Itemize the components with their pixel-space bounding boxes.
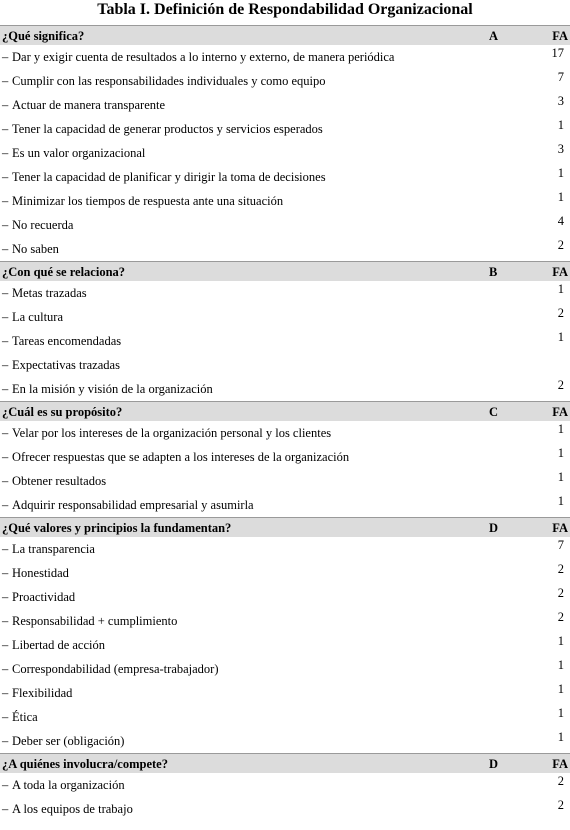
row-fa-value: 1 bbox=[557, 682, 564, 696]
row-text: A los equipos de trabajo bbox=[12, 802, 133, 816]
row-fa-value: 1 bbox=[557, 658, 564, 672]
table-row bbox=[0, 189, 570, 213]
row-fa-value: 1 bbox=[557, 446, 564, 460]
row-fa-value: 1 bbox=[557, 118, 564, 132]
dash-bullet-icon: – bbox=[2, 358, 9, 372]
dash-bullet-icon: – bbox=[2, 334, 9, 348]
section-fa-label: FA bbox=[552, 405, 568, 419]
dash-bullet-icon: – bbox=[2, 122, 9, 136]
definition-table bbox=[0, 25, 570, 821]
dash-bullet-icon: – bbox=[2, 98, 9, 112]
section-column-letter: A bbox=[489, 29, 499, 43]
table-section bbox=[0, 517, 570, 753]
row-text: Responsabilidad + cumplimiento bbox=[12, 614, 178, 628]
row-text: Expectativas trazadas bbox=[12, 358, 120, 372]
table-section bbox=[0, 401, 570, 517]
row-text: Honestidad bbox=[12, 566, 69, 580]
row-fa-value: 1 bbox=[557, 730, 564, 744]
table-row bbox=[0, 797, 570, 821]
row-text: La cultura bbox=[12, 310, 64, 324]
dash-bullet-icon: – bbox=[2, 382, 9, 396]
dash-bullet-icon: – bbox=[2, 566, 9, 580]
section-column-letter: C bbox=[489, 405, 499, 419]
section-header bbox=[0, 401, 570, 421]
row-text: La transparencia bbox=[12, 542, 95, 556]
dash-bullet-icon: – bbox=[2, 802, 9, 816]
section-question: ¿Cuál es su propósito? bbox=[2, 405, 123, 419]
row-text: Ética bbox=[12, 710, 38, 724]
row-text: A toda la organización bbox=[12, 778, 125, 792]
table-row bbox=[0, 729, 570, 753]
table-row bbox=[0, 377, 570, 401]
table-row bbox=[0, 281, 570, 305]
row-fa-value: 7 bbox=[557, 70, 564, 84]
row-text: Tareas encomendadas bbox=[12, 334, 122, 348]
dash-bullet-icon: – bbox=[2, 450, 9, 464]
table-row bbox=[0, 141, 570, 165]
table-row bbox=[0, 421, 570, 445]
section-header bbox=[0, 261, 570, 281]
section-fa-label: FA bbox=[552, 29, 568, 43]
row-text: Tener la capacidad de generar productos y servicios esperados bbox=[12, 122, 323, 136]
row-text: Dar y exigir cuenta de resultados a lo interno y externo, de manera periódica bbox=[12, 50, 395, 64]
dash-bullet-icon: – bbox=[2, 734, 9, 748]
row-fa-value: 1 bbox=[557, 634, 564, 648]
row-fa-value: 2 bbox=[557, 238, 564, 252]
row-fa-value: 1 bbox=[557, 330, 564, 344]
row-text: No saben bbox=[12, 242, 59, 256]
row-text: Ofrecer respuestas que se adapten a los intereses de la organización bbox=[12, 450, 350, 464]
table-row bbox=[0, 681, 570, 705]
row-text: Tener la capacidad de planificar y dirigir la toma de decisiones bbox=[12, 170, 326, 184]
table-row bbox=[0, 609, 570, 633]
table-row bbox=[0, 469, 570, 493]
row-text: Deber ser (obligación) bbox=[12, 734, 125, 748]
table-row bbox=[0, 493, 570, 517]
row-text: Metas trazadas bbox=[12, 286, 87, 300]
dash-bullet-icon: – bbox=[2, 286, 9, 300]
row-text: Obtener resultados bbox=[12, 474, 107, 488]
section-question: ¿Con qué se relaciona? bbox=[2, 265, 126, 279]
table-section bbox=[0, 25, 570, 261]
row-fa-value: 7 bbox=[557, 538, 564, 552]
row-text: Libertad de acción bbox=[12, 638, 106, 652]
dash-bullet-icon: – bbox=[2, 218, 9, 232]
row-fa-value: 2 bbox=[557, 306, 564, 320]
row-text: Flexibilidad bbox=[12, 686, 73, 700]
section-fa-label: FA bbox=[552, 265, 568, 279]
row-fa-value: 1 bbox=[557, 494, 564, 508]
dash-bullet-icon: – bbox=[2, 170, 9, 184]
table-title: Tabla I. Definición de Respondabilidad Organizacional bbox=[97, 1, 473, 18]
row-fa-value: 1 bbox=[557, 190, 564, 204]
table-row bbox=[0, 117, 570, 141]
dash-bullet-icon: – bbox=[2, 74, 9, 88]
row-fa-value: 1 bbox=[557, 422, 564, 436]
section-question: ¿A quiénes involucra/compete? bbox=[2, 757, 168, 771]
row-fa-value: 2 bbox=[557, 378, 564, 392]
section-header bbox=[0, 517, 570, 537]
dash-bullet-icon: – bbox=[2, 426, 9, 440]
section-question: ¿Qué valores y principios la fundamentan? bbox=[2, 521, 232, 535]
table-row bbox=[0, 93, 570, 117]
table-row bbox=[0, 329, 570, 353]
dash-bullet-icon: – bbox=[2, 146, 9, 160]
table-row bbox=[0, 705, 570, 729]
row-fa-value: 2 bbox=[557, 586, 564, 600]
row-fa-value: 3 bbox=[557, 142, 564, 156]
row-fa-value: 4 bbox=[557, 214, 564, 228]
table-row bbox=[0, 165, 570, 189]
row-text: Actuar de manera transparente bbox=[12, 98, 166, 112]
section-column-letter: D bbox=[489, 521, 499, 535]
dash-bullet-icon: – bbox=[2, 542, 9, 556]
table-row bbox=[0, 773, 570, 797]
row-text: No recuerda bbox=[12, 218, 74, 232]
table-row bbox=[0, 237, 570, 261]
row-text: Proactividad bbox=[12, 590, 76, 604]
dash-bullet-icon: – bbox=[2, 194, 9, 208]
table-section bbox=[0, 753, 570, 821]
row-fa-value: 1 bbox=[557, 282, 564, 296]
table-row bbox=[0, 69, 570, 93]
row-text: Adquirir responsabilidad empresarial y asumirla bbox=[12, 498, 254, 512]
dash-bullet-icon: – bbox=[2, 614, 9, 628]
table-row bbox=[0, 353, 570, 377]
table-section bbox=[0, 261, 570, 401]
section-header bbox=[0, 25, 570, 45]
row-fa-value: 2 bbox=[557, 798, 564, 812]
table-row bbox=[0, 657, 570, 681]
dash-bullet-icon: – bbox=[2, 778, 9, 792]
table-row bbox=[0, 561, 570, 585]
row-fa-value: 1 bbox=[557, 706, 564, 720]
dash-bullet-icon: – bbox=[2, 710, 9, 724]
table-row bbox=[0, 213, 570, 237]
row-text: Es un valor organizacional bbox=[12, 146, 146, 160]
dash-bullet-icon: – bbox=[2, 638, 9, 652]
dash-bullet-icon: – bbox=[2, 310, 9, 324]
dash-bullet-icon: – bbox=[2, 662, 9, 676]
table-row bbox=[0, 633, 570, 657]
row-fa-value: 17 bbox=[551, 46, 564, 60]
row-fa-value: 2 bbox=[557, 610, 564, 624]
row-text: En la misión y visión de la organización bbox=[12, 382, 213, 396]
dash-bullet-icon: – bbox=[2, 474, 9, 488]
section-question: ¿Qué significa? bbox=[2, 29, 85, 43]
table-row bbox=[0, 45, 570, 69]
row-fa-value: 1 bbox=[557, 166, 564, 180]
section-header bbox=[0, 753, 570, 773]
row-text: Velar por los intereses de la organización personal y los clientes bbox=[12, 426, 332, 440]
row-text: Correspondabilidad (empresa-trabajador) bbox=[12, 662, 219, 676]
dash-bullet-icon: – bbox=[2, 498, 9, 512]
section-fa-label: FA bbox=[552, 757, 568, 771]
table-row bbox=[0, 537, 570, 561]
row-fa-value: 3 bbox=[557, 94, 564, 108]
dash-bullet-icon: – bbox=[2, 590, 9, 604]
section-fa-label: FA bbox=[552, 521, 568, 535]
table-row bbox=[0, 585, 570, 609]
section-column-letter: B bbox=[489, 265, 498, 279]
dash-bullet-icon: – bbox=[2, 242, 9, 256]
dash-bullet-icon: – bbox=[2, 50, 9, 64]
row-fa-value: 1 bbox=[557, 470, 564, 484]
row-fa-value: 2 bbox=[557, 562, 564, 576]
section-column-letter: D bbox=[489, 757, 499, 771]
table-row bbox=[0, 305, 570, 329]
dash-bullet-icon: – bbox=[2, 686, 9, 700]
row-text: Minimizar los tiempos de respuesta ante una situación bbox=[12, 194, 284, 208]
row-text: Cumplir con las responsabilidades individuales y como equipo bbox=[12, 74, 326, 88]
table-row bbox=[0, 445, 570, 469]
row-fa-value: 2 bbox=[557, 774, 564, 788]
